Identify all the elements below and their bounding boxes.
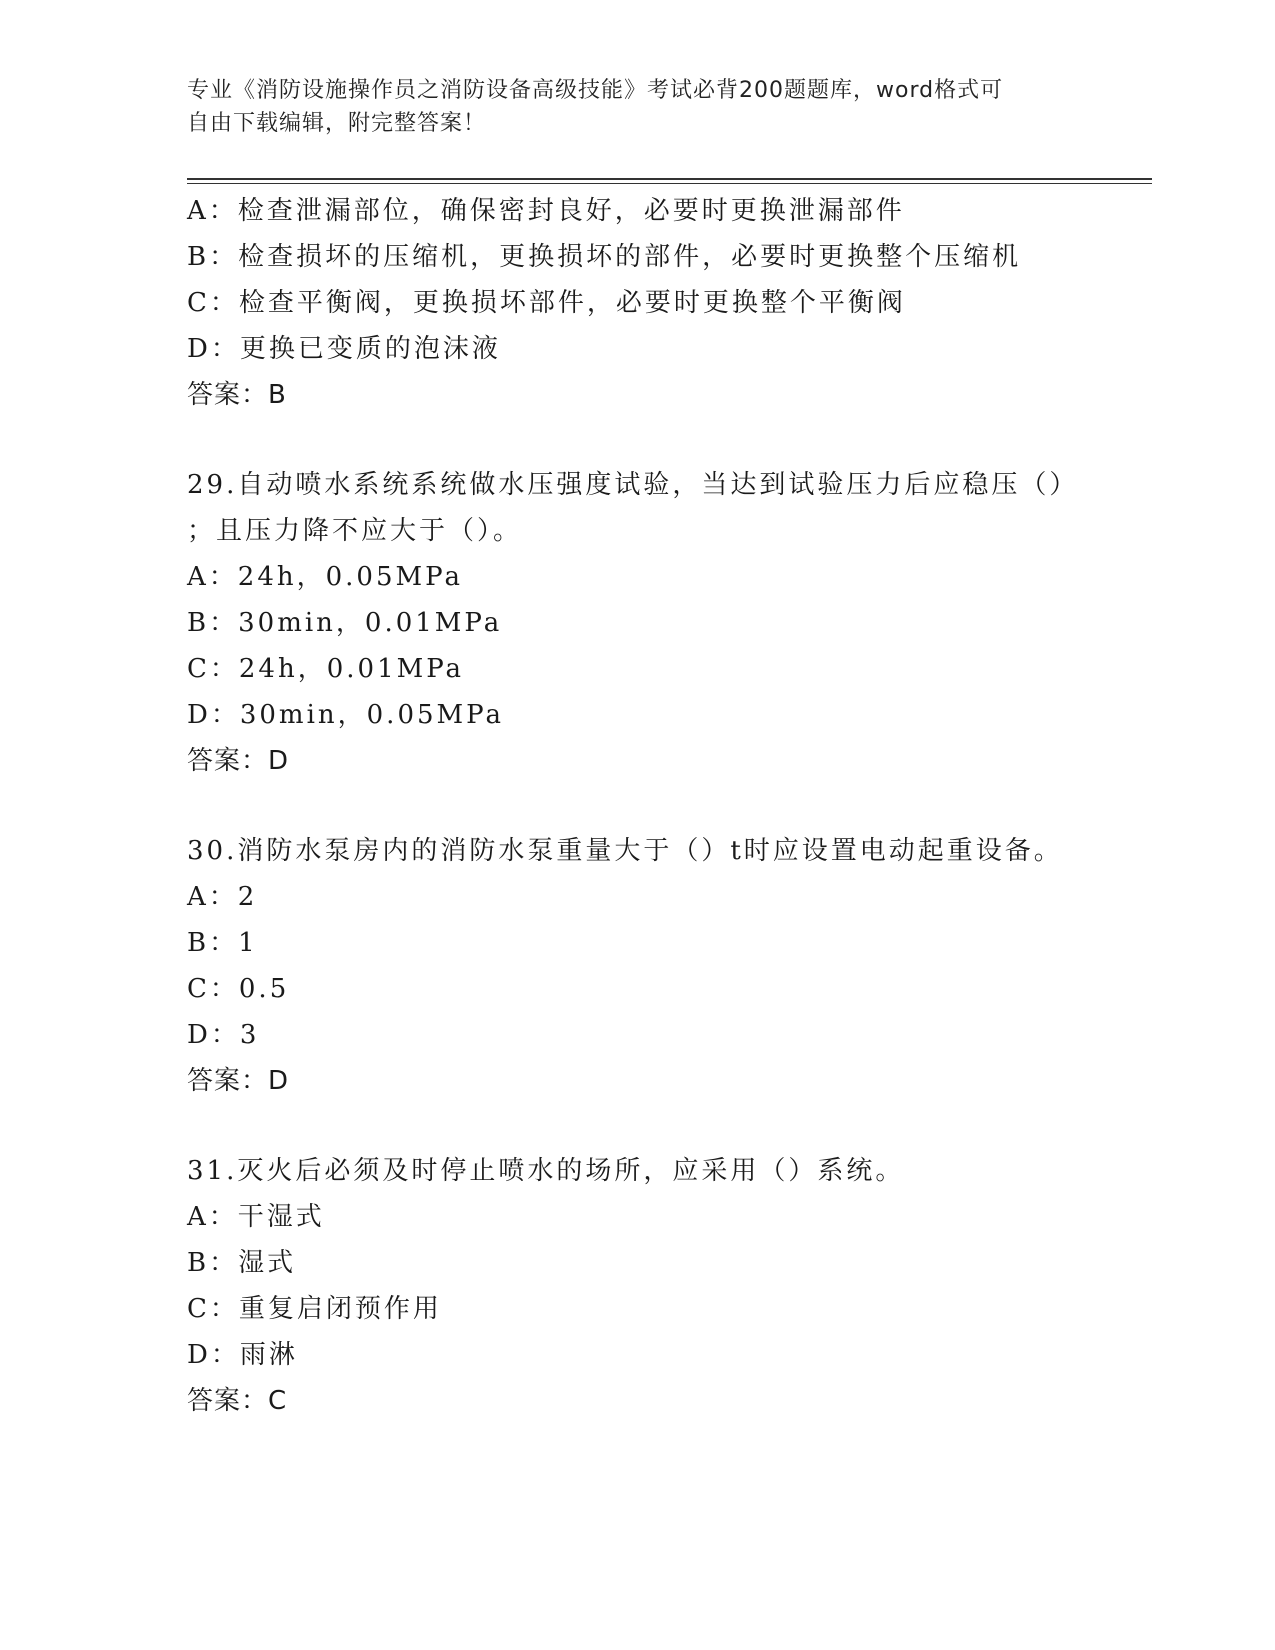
question-block-31 — [187, 1148, 1087, 1424]
answer-line: 答案：D — [187, 1066, 290, 1096]
header-line-2: 自由下载编辑，附完整答案！ — [187, 111, 487, 136]
question-block-30 — [187, 828, 1087, 1104]
option-d: D：更换已变质的泡沫液 — [187, 334, 501, 364]
document-header — [187, 74, 1087, 140]
option-b: B：30min，0.01MPa — [187, 608, 503, 638]
option-d: D：3 — [187, 1020, 260, 1050]
option-a: A：2 — [187, 882, 258, 912]
header-divider-thick — [187, 178, 1152, 180]
question-block-29 — [187, 462, 1087, 784]
question-block-28 — [187, 188, 1087, 418]
option-b: B：湿式 — [187, 1248, 297, 1278]
option-c: C：0.5 — [187, 974, 290, 1004]
question-text-line-2: ；且压力降不应大于（）。 — [187, 516, 523, 546]
option-c: C：重复启闭预作用 — [187, 1294, 442, 1324]
answer-line: 答案：D — [187, 746, 290, 776]
question-text: 31.灭火后必须及时停止喷水的场所，应采用（）系统。 — [187, 1156, 905, 1186]
option-a: A：24h，0.05MPa — [187, 562, 463, 592]
question-text-line-1: 29.自动喷水系统系统做水压强度试验，当达到试验压力后应稳压（） — [187, 470, 1079, 500]
option-d: D：30min，0.05MPa — [187, 700, 504, 730]
option-a: A：检查泄漏部位，确保密封良好，必要时更换泄漏部件 — [187, 196, 905, 226]
option-b: B：检查损坏的压缩机，更换损坏的部件，必要时更换整个压缩机 — [187, 242, 1022, 272]
option-b: B：1 — [187, 928, 258, 958]
answer-line: 答案：B — [187, 380, 287, 410]
question-list — [187, 188, 1087, 1424]
option-d: D：雨淋 — [187, 1340, 298, 1370]
option-c: C：检查平衡阀，更换损坏部件，必要时更换整个平衡阀 — [187, 288, 906, 318]
question-text: 30.消防水泵房内的消防水泵重量大于（）t时应设置电动起重设备。 — [187, 836, 1063, 866]
answer-line: 答案：C — [187, 1386, 288, 1416]
header-divider-thin — [187, 183, 1152, 184]
header-line-1: 专业《消防设施操作员之消防设备高级技能》考试必背200题题库，word格式可 — [187, 78, 1004, 103]
option-a: A：干湿式 — [187, 1202, 325, 1232]
option-c: C：24h，0.01MPa — [187, 654, 465, 684]
